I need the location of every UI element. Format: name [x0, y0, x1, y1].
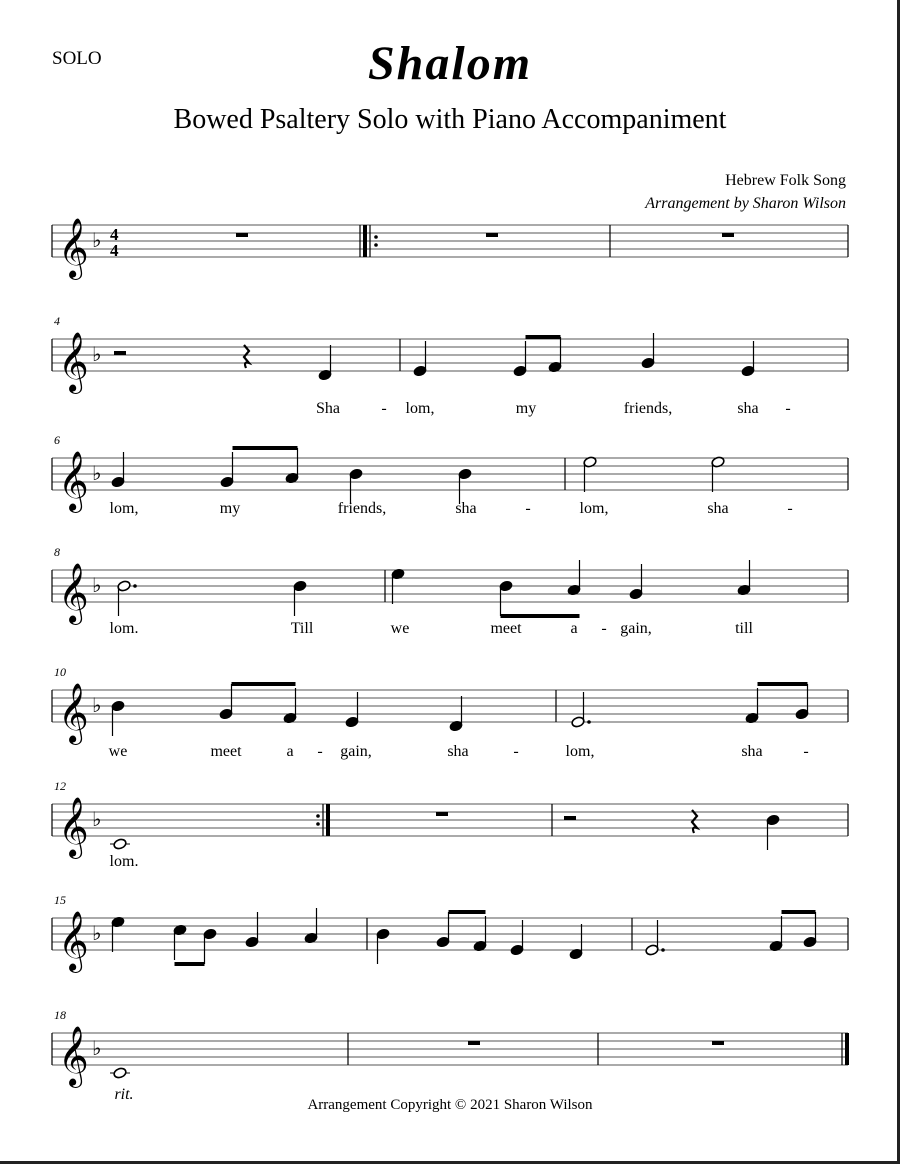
whole-rest: [436, 812, 448, 816]
lyric-syllable: a: [286, 743, 294, 760]
lyric-syllable: we: [390, 620, 410, 637]
whole-rest: [712, 1041, 724, 1045]
treble-clef: 𝄞: [58, 1026, 89, 1086]
key-signature-flat: ♭: [92, 573, 102, 597]
staff-system-6: [52, 779, 848, 859]
lyric-syllable: lom,: [579, 500, 609, 517]
staff-system-4: [52, 545, 848, 625]
treble-clef: 𝄞: [58, 332, 89, 392]
measure-number: 6: [54, 433, 60, 447]
lyric-syllable: -: [317, 743, 323, 760]
lyric-syllable: friends,: [623, 400, 673, 417]
time-signature-bottom: 4: [110, 241, 119, 260]
lyric-syllable: lom.: [109, 620, 139, 637]
repeat-dot: [374, 243, 378, 247]
measure-number: 12: [54, 779, 66, 793]
treble-clef: 𝄞: [58, 911, 89, 971]
repeat-dot: [374, 235, 378, 239]
lyric-syllable: my: [219, 500, 241, 517]
treble-clef: 𝄞: [58, 563, 89, 623]
augmentation-dot: [661, 948, 665, 952]
key-signature-flat: ♭: [92, 1036, 102, 1060]
lyric-syllable: sha: [455, 500, 477, 517]
lyric-syllable: sha: [707, 500, 729, 517]
composer-credit: Hebrew Folk Song: [725, 172, 846, 189]
lyric-syllable: till: [735, 620, 753, 637]
lyric-syllable: we: [108, 743, 128, 760]
staff-system-8: [52, 1008, 848, 1088]
lyric-syllable: lom,: [405, 400, 435, 417]
page-subtitle: Bowed Psaltery Solo with Piano Accompaniment: [173, 104, 727, 135]
staff-system-1: [52, 218, 848, 280]
treble-clef: 𝄞: [58, 218, 89, 278]
lyric-syllable: gain,: [620, 620, 652, 637]
measure-number: 8: [54, 545, 60, 559]
staff-system-2: [52, 314, 848, 394]
lyric-syllable: sha: [447, 743, 469, 760]
staff-system-5: [52, 665, 848, 745]
tempo-marking: rit.: [114, 1086, 134, 1103]
treble-clef: 𝄞: [58, 797, 89, 857]
lyric-syllable: my: [515, 400, 537, 417]
key-signature-flat: ♭: [92, 693, 102, 717]
note-head: [113, 838, 127, 850]
lyric-syllable: -: [513, 743, 519, 760]
page-title: Shalom: [367, 37, 533, 90]
measure-number: 18: [54, 1008, 66, 1022]
whole-rest: [236, 233, 248, 237]
key-signature-flat: ♭: [92, 228, 102, 252]
measure-number: 10: [54, 665, 66, 679]
repeat-dot: [316, 814, 320, 818]
key-signature-flat: ♭: [92, 342, 102, 366]
quarter-rest: [244, 345, 249, 368]
part-label: SOLO: [52, 48, 102, 69]
lyric-syllable: -: [803, 743, 809, 760]
repeat-dot: [316, 822, 320, 826]
lyric-syllable: a: [570, 620, 578, 637]
augmentation-dot: [133, 584, 137, 588]
treble-clef: 𝄞: [58, 451, 89, 511]
whole-rest: [486, 233, 498, 237]
lyric-syllable: -: [785, 400, 791, 417]
key-signature-flat: ♭: [92, 807, 102, 831]
measure-number: 4: [54, 314, 60, 328]
lyric-syllable: sha: [737, 400, 759, 417]
note-head: [113, 1067, 127, 1079]
whole-rest: [468, 1041, 480, 1045]
quarter-rest: [692, 810, 697, 833]
key-signature-flat: ♭: [92, 921, 102, 945]
half-rest: [564, 816, 576, 820]
copyright-notice: Arrangement Copyright © 2021 Sharon Wilson: [307, 1097, 593, 1113]
lyric-syllable: friends,: [337, 500, 387, 517]
lyric-syllable: -: [787, 500, 793, 517]
lyric-syllable: lom,: [565, 743, 595, 760]
augmentation-dot: [587, 720, 591, 724]
lyric-syllable: Sha: [316, 400, 340, 417]
whole-rest: [722, 233, 734, 237]
lyric-syllable: sha: [741, 743, 763, 760]
lyric-syllable: -: [381, 400, 387, 417]
lyric-syllable: lom.: [109, 853, 139, 870]
lyric-syllable: gain,: [340, 743, 372, 760]
lyric-syllable: Till: [290, 620, 314, 637]
key-signature-flat: ♭: [92, 461, 102, 485]
lyric-syllable: meet: [210, 743, 242, 760]
lyric-syllable: -: [601, 620, 607, 637]
measure-number: 15: [54, 893, 66, 907]
lyric-syllable: -: [525, 500, 531, 517]
lyric-syllable: meet: [490, 620, 522, 637]
lyric-syllable: lom,: [109, 500, 139, 517]
time-signature-top: 4: [110, 225, 119, 244]
staff-system-7: [52, 893, 848, 973]
treble-clef: 𝄞: [58, 683, 89, 743]
half-rest: [114, 351, 126, 355]
arranger-credit: Arrangement by Sharon Wilson: [645, 195, 846, 212]
